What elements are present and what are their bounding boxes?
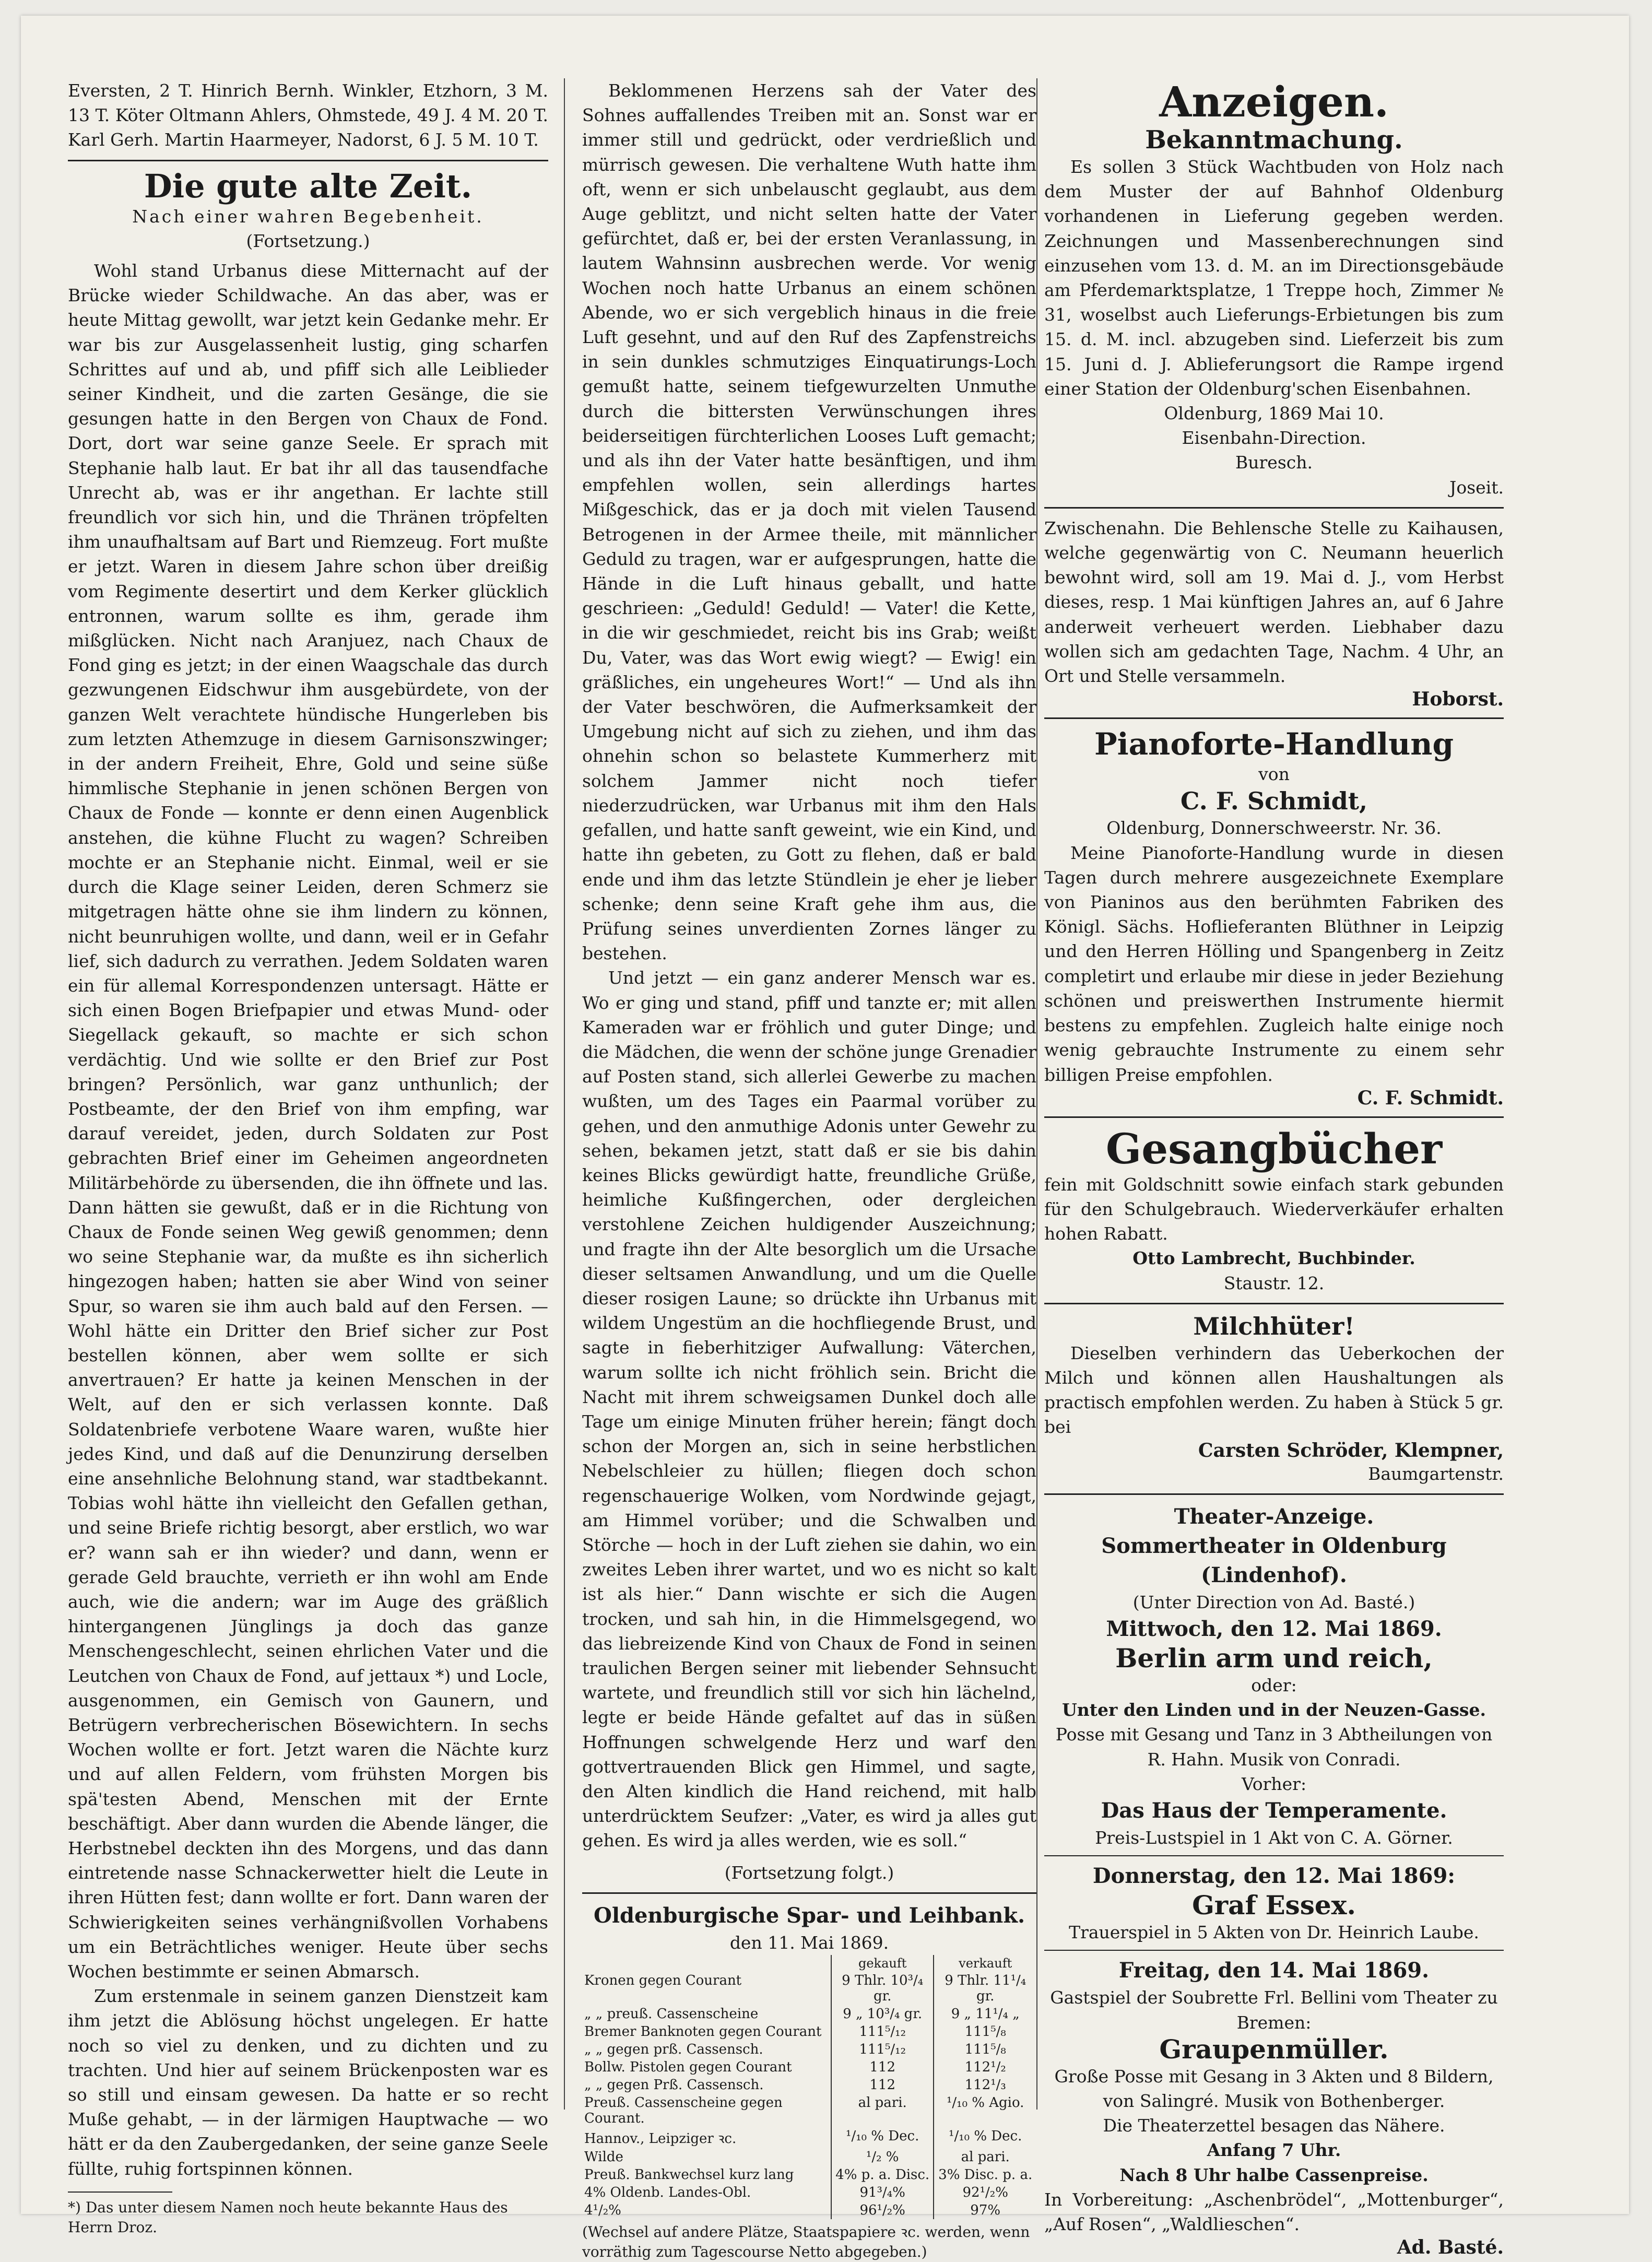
theater-title: Theater-Anzeige. <box>1174 1504 1374 1529</box>
theater-play: Berlin arm und reich, <box>1115 1642 1433 1674</box>
rate-bought: 111⁵/₁₂ <box>831 2041 934 2058</box>
rate-sold: 3% Disc. p. a. <box>934 2166 1036 2184</box>
story-continuation: (Fortsetzung.) <box>246 230 370 251</box>
theater-play-subtitle: Unter den Linden und in der Neuzen-Gasse. <box>1061 1700 1486 1721</box>
rate-bought: 4% p. a. Disc. <box>831 2166 934 2184</box>
ad-signature: C. F. Schmidt. <box>1357 1087 1504 1109</box>
ad-signature: Carsten Schröder, Klempner, <box>1198 1439 1504 1462</box>
ad-text: fein mit Goldschnitt sowie einfach stark gebunden für den Schulgebrauch. Wiederverkäufer erhalten hohen Rabatt. <box>1044 1174 1504 1244</box>
column-2 <box>582 78 1036 2262</box>
story-continued: (Fortsetzung folgt.) <box>724 1862 894 1883</box>
ad-text: Zwischenahn. Die Behlensche Stelle zu Kaihausen, welche gegenwärtig von C. Neumann heuerlich bewohnt wird, soll am 19. Mai d. J., vom Herbst dieses, resp. 1 Mai künftigen Jahres an, auf 6 Jahre anderweit verheuert werden. Liebhaber dazu wollen sich am gedachten Tage, Nachm. 4 Uhr, an Ort und Stelle versammeln. <box>1044 517 1504 687</box>
ad-signature: Joseit. <box>1449 477 1504 498</box>
theater-direction: (Unter Direction von Ad. Basté.) <box>1132 1592 1415 1612</box>
ad-signature: Ad. Basté. <box>1397 2236 1504 2259</box>
divider <box>68 160 548 161</box>
bank-rates-table <box>582 1955 1036 2219</box>
bank-date: den 11. Mai 1869. <box>729 1932 889 1953</box>
newspaper-page <box>21 16 1629 2261</box>
rate-bought: 112 <box>831 2058 934 2076</box>
story-paragraph: Wohl stand Urbanus diese Mitternacht auf der Brücke wieder Schildwache. An das aber, was er heute Mittag gewollt, war jetzt kein Gedanke mehr. Er war bis zur Ausgelassenheit lustig, ging scharfen Schrittes auf und ab, und pfiff sich alle Leiblieder seiner Kindheit, und die zarten Gesänge, die sie gesungen hatte in den Bergen von Chaux de Fond. Dort, dort war seine ganze Seele. Er sprach mit Stephanie halb laut. Er bat ihr all das tausendfache Unrecht ab, was er ihr angethan. Er lachte still freundlich vor sich hin, und die Thränen tröpfelten ihm unaufhaltsam auf Bart und Riemzeug. Fort mußte er jetzt. Waren in diesem Jahre schon über dreißig vom Regimente desertirt und dem Kerker glücklich entronnen, warum sollte es ihm, gerade ihm mißglücken. Nicht nach Aranjuez, nach Chaux de Fond ging es jetzt; in der einen Waagschale das durch gezwungenen Eidschwur ihm ausgebürdete, von der ganzen Welt verachtete hündische Hungerleben bis zum letzten Athemzuge in diesem Garnisonszwinger; in der andern Freiheit, Ehre, Gold und seine süße himmlische Stephanie in jenen schönen Bergen von Chaux de Fonde — konnte er denn einen Augenblick anstehen, die kühne Flucht zu wagen? Schreiben mochte er an Stephanie nicht. Einmal, weil er sie durch die Klage seiner Leiden, deren Schmerz sie mitgetragen hätte ohne sie ihm lindern zu können, nicht beunruhigen wollte, und dann, weil er in Gefahr lief, sich dadurch zu verrathen. Jedem Soldaten waren ein für allemal Korrespondenzen untersagt. Hätte er sich einen Bogen Briefpapier und etwas Mund- oder Siegellack gekauft, so machte er sich schon verdächtig. Und wie sollte er den Brief zur Post bringen? Persönlich, war ganz unthunlich; der Postbeamte, der den Brief von ihm empfing, war darauf vereidet, jeden, durch Soldaten zur Post gebrachten Brief einer im Geheimen angeordneten Militärbehörde zu übersenden, die ihn öffnete und las. Dann hätten sie gewußt, daß er in die Richtung von Chaux de Fonde seinen Weg gewiß genommen; denn wo seine Stephanie war, da mußte es ihn sicherlich hingezogen haben; hatten sie aber Wind von seiner Spur, so waren sie ihm auch bald auf den Fersen. — Wohl hätte ein Dritter den Brief sicher zur Post bestellen können, aber wem sollte er sich anvertrauen? Er hatte ja keinen Menschen in der Welt, auf den er sich verlassen konnte. Daß Soldatenbriefe verbotene Waare waren, wußte hier jedes Kind, und daß auf die Denunzirung derselben eine ansehnliche Belohnung stand, war stadtbekannt. Tobias wohl hätte ihn vielleicht den Gefallen gethan, und seine Briefe richtig besorgt, aber erstlich, wo war er? wann sah er ihn wieder? und dann, wenn er gerade Geld brauchte, verrieth er ihn wohl am Ende auch, wie die andern; war im Auge des gräßlich hintergangenen Jünglings ja doch das ganze Menschengeschlecht, seinen ehrlichen Vater und die Leutchen von Chaux de Fond, auf jettaux *) und Locle, ausgenommen, ein Gemisch von Gaunern, und Betrügern verbrecherischen Bösewichtern. In sechs Wochen wollte er fort. Jetzt waren die Nächte kurz und auf allen Feldern, vom frühsten Morgen bis spä'testen Abend, Menschen mit der Ernte beschäftigt. Aber dann wurden die Abende länger, die Herbstnebel deckten ihn des Morgens, und das dann eintretende nasse Schnackerwetter hielt die Leute in ihren Hütten fest; dann wollte er fort. Dann waren der Schwierigkeiten seines verhängnißvollen Vorhabens um ein Beträchtliches weniger. Heute über sechs Wochen bestimmte er seinen Abmarsch. <box>68 261 548 1982</box>
rate-label: „ „ gegen prß. Cassensch. <box>584 2042 763 2058</box>
theater-start: Anfang 7 Uhr. <box>1207 2140 1341 2161</box>
rate-label: Hannov., Leipziger ꝛc. <box>584 2131 737 2147</box>
table-row <box>582 2127 1036 2148</box>
ad-title: Bekanntmachung. <box>1145 125 1403 155</box>
table-row <box>582 2005 1036 2023</box>
rate-label: Kronen gegen Courant <box>584 1973 742 1989</box>
footnote-rule <box>68 2192 172 2193</box>
rate-sold: 9 Thlr. 11¹/₄ gr. <box>934 1972 1036 2005</box>
ad-text: Dieselben verhindern das Ueberkochen der Milch und können allen Haushaltungen als practisch empfohlen werden. Zu haben à Stück 5 gr. bei <box>1044 1342 1504 1438</box>
bank-header-blank <box>582 1955 831 1972</box>
rate-label: Bollw. Pistolen gegen Courant <box>584 2059 792 2076</box>
rate-bought: 91³/₄% <box>831 2184 934 2201</box>
ad-text: Es sollen 3 Stück Wachtbuden von Holz nach dem Muster der auf Bahnhof Oldenburg vorhandenen in Lieferung gegeben werden. Zeichnungen und Massenberechnungen sind einzusehen vom 13. d. M. an im Directionsgebäude am Pferdemarktsplatze, 1 Treppe hoch, Zimmer № 31, woselbst auch Lieferungs-Erbietungen bis zum 15. d. M. incl. abzugeben sind. Lieferzeit bis zum 15. Juni d. J. Ablieferungsort die Rampe irgend einer Station der Oldenburg'schen Eisenbahnen. <box>1044 157 1504 399</box>
ad-title: Milchhüter! <box>1193 1312 1355 1340</box>
theater-play-info: Große Posse mit Gesang in 3 Akten und 8 Bildern, von Salingré. Musik von Bothenberger. <box>1054 2066 1494 2111</box>
theater-ad <box>1044 1502 1504 2258</box>
rate-sold: 92¹/₂% <box>934 2184 1036 2201</box>
ad-signature: Otto Lambrecht, Buchbinder. <box>1132 1248 1415 1269</box>
rate-bought: al pari. <box>831 2094 934 2127</box>
rate-sold: al pari. <box>934 2148 1036 2166</box>
rate-bought: 9 „ 10³/₄ gr. <box>831 2005 934 2023</box>
rate-label: 4% Oldenb. Landes-Obl. <box>584 2185 751 2201</box>
story-paragraph: Und jetzt — ein ganz anderer Mensch war es. Wo er ging und stand, pfiff und tanzte er; mit allen Kameraden war er fröhlich und guter Dinge; und die Mädchen, die wenn der schöne junge Grenadier auf Posten stand, sich allerlei Gewerbe zu machen wußten, um des Tages ein Paarmal vorüber zu gehen, und den anmuthige Adonis unter Gewehr zu sehen, bekamen jetzt, statt daß er sie bis dahin keines Blicks gewürdigt hatte, freundliche Grüße, heimliche Kußfingerchen, oder dergleichen verstohlene Zeichen huldigender Auszeichnung; und fragte ihn der Alte besorglich um die Ursache dieser seltsamen Anwandlung, und um die Quelle dieser rosigen Laune; so drückte ihn Urbanus mit wildem Ungestüm an die hochfliegende Brust, und sagte in fieberhitziger Aufwallung: Väterchen, warum sollte ich nicht fröhlich sein. Bricht die Nacht mit ihrem schweigsamen Dunkel doch alle Tage um einige Minuten früher herein; fängt doch schon der Morgen an, sich in seine herbstlichen Nebelschleier zu hüllen; fliegen doch schon regenschauerige Wolken, vom Nordwinde gejagt, am Himmel vorüber; und die Schwalben und Störche — hoch in der Luft ziehen sie dahin, wo ein zweites Leben ihrer wartet, und wo es nicht so kalt ist als hier.“ Dann wischte er sich die Augen trocken, und sah hin, in die Himmelsgegend, wo das liebreizende Kind von Chaux de Fond in seinen traulichen Bergen seiner mit liebender Sehnsucht wartete, und freundlich still vor sich hin lächelnd, legte er beide Hände gefaltet auf das in süßen Hoffnungen schwelgende Herz und warf den gottvertrauenden Blick gen Himmel, und sagte, den Alten kindlich die Hand reichend, mit halb unterdrücktem Seufzer: „Vater, es wird ja alles gut gehen. Es wird ja alles werden, wie es soll.“ <box>582 968 1036 1851</box>
table-row <box>582 2184 1036 2201</box>
rate-label: Wilde <box>584 2149 623 2165</box>
divider <box>1044 717 1504 719</box>
ads-header: Anzeigen. <box>1159 77 1389 126</box>
divider <box>1044 1950 1504 1951</box>
story-paragraph: Beklommenen Herzens sah der Vater des Sohnes auffallendes Treiben mit an. Sonst war er immer still und gedrückt, oder verdrießlich und mürrisch gewesen. Die verhaltene Wuth hatte ihm oft, wenn er sich unbelauscht geglaubt, aus dem Auge geblitzt, und nicht selten hatte der Vater gefürchtet, daß er, bei der ersten Veranlassung, in lautem Wahnsinn ausbrechen werde. Vor wenig Wochen noch hatte Urbanus an einem schönen Abende, wo er sich vergeblich hinaus in die freie Luft gesehnt, und auf den Ruf des Zapfenstreichs in sein dunkles schmutziges Einquatirungs-Loch gemußt hatte, seinem tiefgewurzelten Unmuthe durch die bittersten Verwünschungen ihres beiderseitigen fürchterlichen Looses Luft gemacht; und als ihn der Vater hatte besänftigen, und ihm empfehlen wollen, sein allerdings hartes Mißgeschick, das er ja doch mit vielen Tausend Betrogenen in der Armee theile, mit männlicher Geduld zu tragen, war er aufgesprungen, hatte die Hände in die Luft hinaus geballt, und hatte geschrieen: „Geduld! Geduld! — Vater! die Kette, in die wir geschmiedet, reicht bis ins Grab; weißt Du, Vater, was das Wort ewig wiegt? — Ewig! ein gräßliches, ein ungeheures Wort!“ — Und als ihn der Vater beschwören, die Aufmerksamkeit der Umgebung nicht auf sich zu ziehen, und ihm das ohnehin schon so belastete Kummerherz mit solchem Jammer nicht noch tiefer niederzudrücken, war Urbanus mit ihm den Hals gefallen, und hatte sanft geweint, wie ein Kind, und hatte ihn gebeten, zu Gott zu flehen, daß er bald ende und ihm das letzte Stündlein je eher je lieber schenke; denn seine Kraft gehe ihm aus, die Prüfung seines unverdienten Zornes länger zu bestehen. <box>582 80 1036 964</box>
story-subtitle: Nach einer wahren Begebenheit. <box>132 206 484 227</box>
bank-header-bought: gekauft <box>831 1955 934 1972</box>
ad-signature: Eisenbahn-Direction. <box>1182 428 1366 449</box>
table-row <box>582 2148 1036 2166</box>
death-notices: Eversten, 2 T. Hinrich Bernh. Winkler, Etzhorn, 3 M. 13 T. Köter Oltmann Ahlers, Ohmstede, 49 J. 4 M. 20 T. Karl Gerh. Martin Haarmeyer, Nadorst, 6 J. 5 M. 10 T. <box>68 80 548 150</box>
ad-date: Oldenburg, 1869 Mai 10. <box>1164 403 1384 424</box>
theater-day: Donnerstag, den 12. Mai 1869: <box>1092 1864 1456 1889</box>
theater-play-info: Die Theaterzettel besagen das Nähere. <box>1103 2115 1445 2136</box>
rate-sold: 111⁵/₈ <box>934 2041 1036 2058</box>
theater-half-price: Nach 8 Uhr halbe Cassenpreise. <box>1119 2164 1429 2185</box>
divider <box>582 1892 1036 1894</box>
table-row <box>582 2201 1036 2219</box>
table-row <box>582 1972 1036 2005</box>
rate-sold: ¹/₁₀ % Dec. <box>934 2127 1036 2148</box>
theater-prep: In Vorbereitung: „Aschenbrödel“, „Mottenburger“, „Auf Rosen“, „Waldlieschen“. <box>1044 2189 1504 2234</box>
theater-play-info: Preis-Lustspiel in 1 Akt von C. A. Görner. <box>1095 1827 1453 1848</box>
ad-signature: Hoborst. <box>1412 688 1504 711</box>
rate-label: „ „ preuß. Cassenscheine <box>584 2006 759 2022</box>
rate-label: Preuß. Bankwechsel kurz lang <box>584 2167 794 2183</box>
bank-notice <box>582 1901 1036 2262</box>
theater-play-info: Posse mit Gesang und Tanz in 3 Abtheilungen von R. Hahn. Musik von Conradi. <box>1055 1724 1493 1770</box>
rate-label: „ „ gegen Prß. Cassensch. <box>584 2077 764 2093</box>
bank-header-sold: verkauft <box>934 1955 1036 1972</box>
divider <box>1044 507 1504 509</box>
table-row <box>582 2023 1036 2041</box>
ad-signature: Baumgartenstr. <box>1368 1463 1504 1484</box>
rate-bought: ¹/₁₀ % Dec. <box>831 2127 934 2148</box>
table-row <box>582 2166 1036 2184</box>
theater-play: Das Haus der Temperamente. <box>1101 1798 1447 1823</box>
theater-vorher: Vorher: <box>1241 1773 1307 1794</box>
bank-title: Oldenburgische Spar- und Leihbank. <box>593 1903 1025 1928</box>
rate-bought: 9 Thlr. 10³/₄ gr. <box>831 1972 934 2005</box>
story-paragraph: Zum erstenmale in seinem ganzen Dienstzeit kam ihm jetzt die Ablösung höchst ungelegen. Er hatte noch so viel zu denken, und zu dichten und zu trachten. Und hier auf seinem Brückenposten war es so still und einsam gewesen. Da hatte er so recht Muße gehabt, — in der lärmigen Hauptwache — wo hätt er da den Zaubergedanken, der seine ganze Seele füllte, ruhig fortspinnen können. <box>68 1986 548 2179</box>
rate-sold: 112¹/₂ <box>934 2058 1036 2076</box>
footnote: *) Das unter diesem Namen noch heute bekannte Haus des Herrn Droz. <box>68 2198 508 2236</box>
rate-bought: 96¹/₂% <box>831 2201 934 2219</box>
story-title: Die gute alte Zeit. <box>144 167 473 205</box>
divider <box>1044 1116 1504 1118</box>
divider <box>1044 1303 1504 1304</box>
table-row <box>582 2041 1036 2058</box>
rate-label: Bremer Banknoten gegen Courant <box>584 2024 822 2040</box>
ad-title: Pianoforte-Handlung <box>1094 726 1454 762</box>
ad-von: von <box>1258 764 1290 785</box>
table-row <box>582 2076 1036 2094</box>
rate-bought: 111⁵/₁₂ <box>831 2023 934 2041</box>
rate-label: Preuß. Cassenscheine gegen Courant. <box>584 2095 783 2127</box>
theater-play-info: Trauerspiel in 5 Akten von Dr. Heinrich Laube. <box>1069 1922 1479 1943</box>
rate-sold: 111⁵/₈ <box>934 2023 1036 2041</box>
rate-sold: 9 „ 11¹/₄ „ <box>934 2005 1036 2023</box>
theater-guest: Gastspiel der Soubrette Frl. Bellini vom Theater zu Bremen: <box>1050 1987 1498 2033</box>
divider <box>1044 1855 1504 1856</box>
column-3 <box>1044 78 1504 2258</box>
bank-note: (Wechsel auf andere Plätze, Staatspapiere ꝛc. werden, wenn vorräthig zum Tagescourse Netto abgegeben.) <box>582 2223 1030 2261</box>
ad-title: Gesangbücher <box>1105 1124 1443 1173</box>
theater-venue: Sommertheater in Oldenburg (Lindenhof). <box>1101 1533 1447 1587</box>
column-divider <box>564 78 565 2110</box>
theater-day: Mittwoch, den 12. Mai 1869. <box>1106 1616 1442 1641</box>
table-row <box>582 2058 1036 2076</box>
rate-sold: 97% <box>934 2201 1036 2219</box>
ad-name: C. F. Schmidt, <box>1180 787 1368 816</box>
rate-label: 4¹/₂% <box>584 2202 621 2219</box>
theater-day: Freitag, den 14. Mai 1869. <box>1118 1958 1430 1983</box>
divider <box>1044 1493 1504 1495</box>
rate-bought: 112 <box>831 2076 934 2094</box>
column-divider <box>1036 78 1037 2110</box>
ad-address: Oldenburg, Donnerschweerstr. Nr. 36. <box>1106 818 1442 839</box>
theater-play: Graupenmüller. <box>1159 2033 1389 2065</box>
theater-play: Graf Essex. <box>1192 1890 1356 1921</box>
table-row <box>582 2094 1036 2127</box>
theater-oder: oder: <box>1251 1675 1297 1695</box>
ad-signature: Buresch. <box>1235 452 1313 473</box>
column-1 <box>68 78 548 2237</box>
rate-bought: ¹/₂ % <box>831 2148 934 2166</box>
ad-text: Meine Pianoforte-Handlung wurde in diesen Tagen durch mehrere ausgezeichnete Exemplare von Pianinos aus den berühmten Fabriken des Königl. Sächs. Hoflieferanten Blüthner in Leipzig und den Herren Hölling und Spangenberg in Zeitz completirt und erlaube mir diese in jeder Beziehung schönen und preiswerthen Instrumente hiermit bestens zu empfehlen. Zugleich halte einige noch wenig gebrauchte Instrumente zu einem sehr billigen Preise empfohlen. <box>1044 842 1504 1085</box>
rate-sold: ¹/₁₀ % Agio. <box>934 2094 1036 2127</box>
ad-signature: Staustr. 12. <box>1223 1273 1325 1293</box>
rate-sold: 112¹/₃ <box>934 2076 1036 2094</box>
